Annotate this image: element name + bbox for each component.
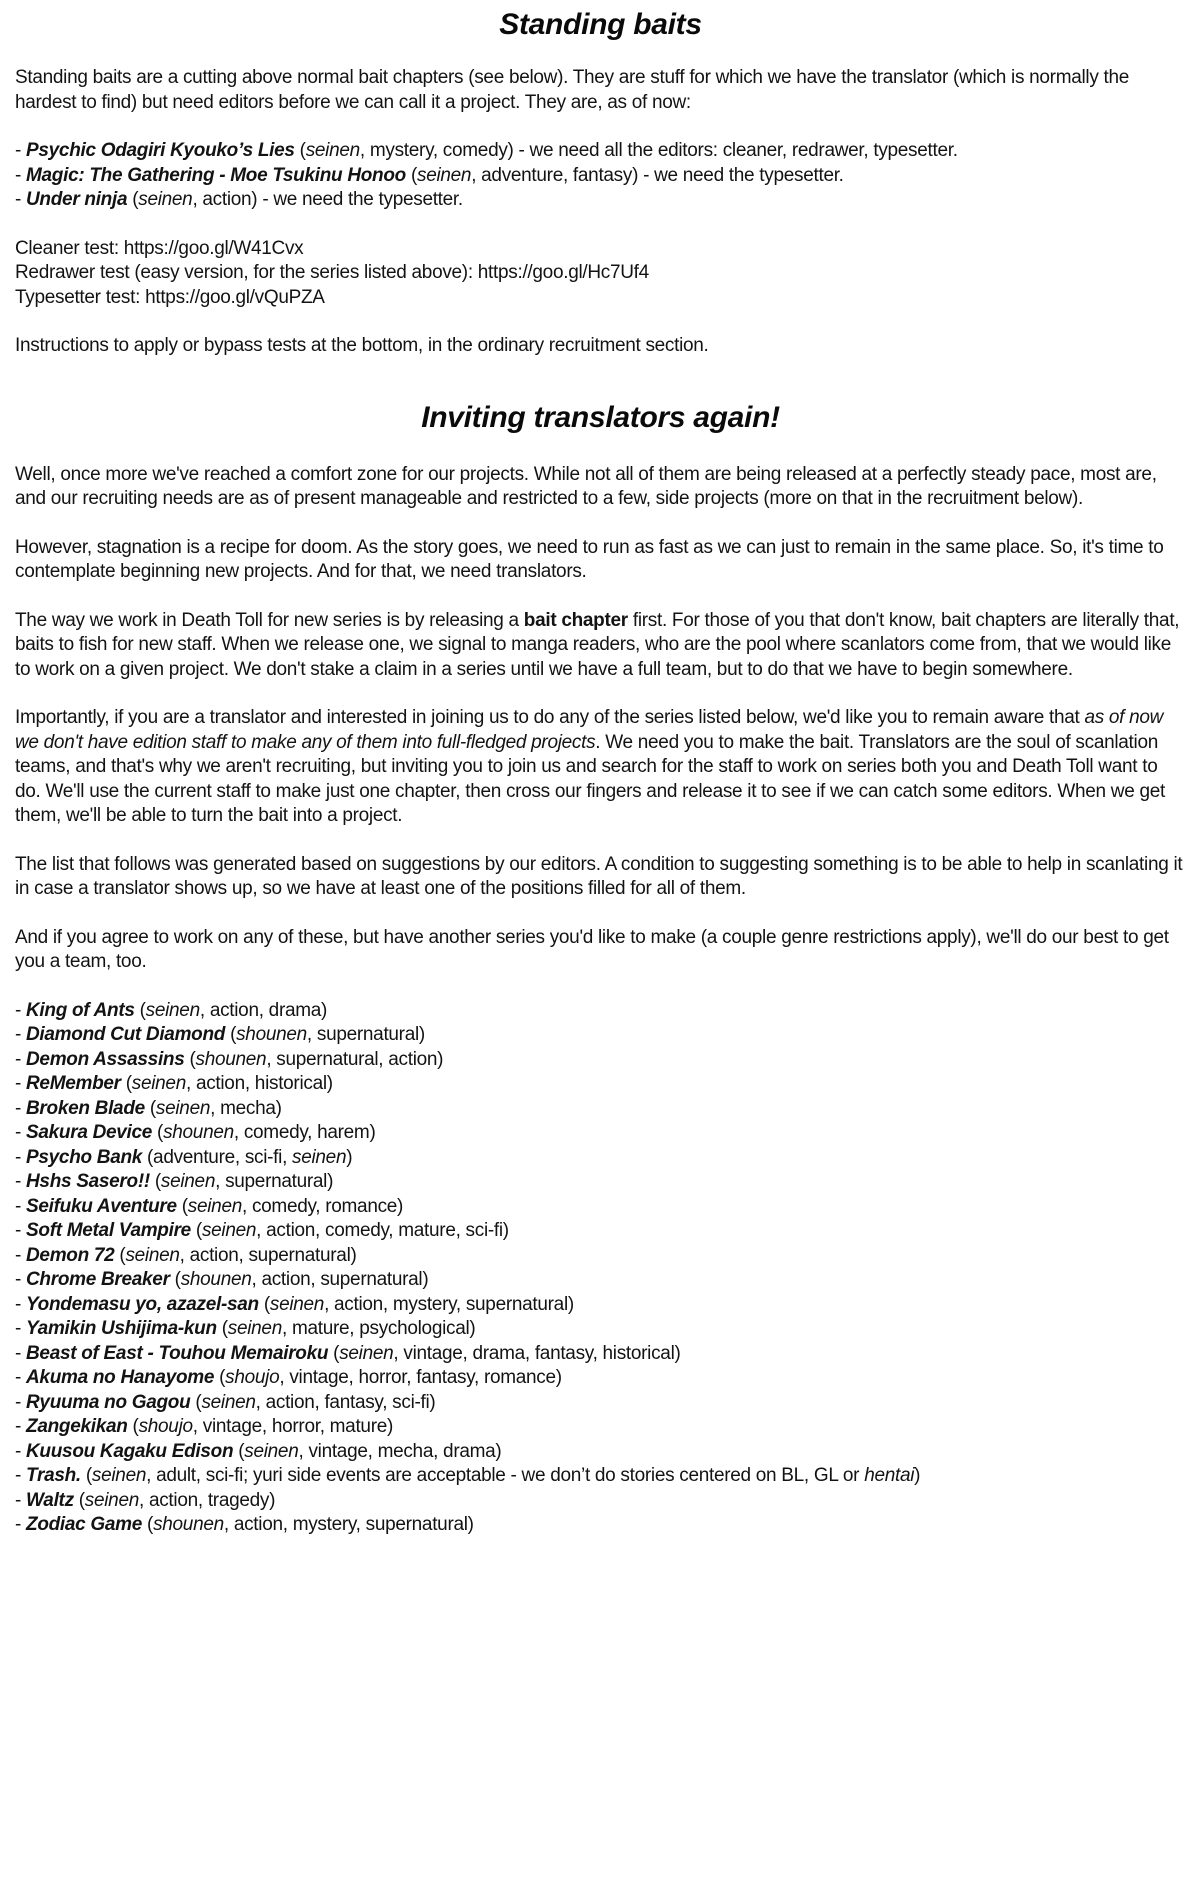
- emphasized-text: Beast of East - Touhou Memairoku: [26, 1342, 329, 1364]
- series-item: [15, 1415, 1186, 1440]
- text-run: -: [15, 1146, 27, 1168]
- emphasized-text: seinen: [227, 1318, 282, 1339]
- text-run: , adult, sci-fi; yuri side events are acceptable - we don’t do stories centered on BL, GL or: [146, 1465, 865, 1486]
- standing-bait-item: [15, 164, 1186, 189]
- suggestions-paragraph: [15, 853, 1186, 902]
- emphasized-text: Akuma no Hanayome: [26, 1367, 215, 1388]
- text-run: However, stagnation is a recipe for doom. As the story goes, we need to run as fast as we can just to remain in the same place. So, it's time to contemplate beginning new projects. And for that, we need translators.: [15, 536, 1164, 582]
- emphasized-text: seinen: [125, 1244, 180, 1266]
- emphasized-text: Waltz: [26, 1489, 74, 1511]
- emphasized-text: shounen: [236, 1024, 307, 1045]
- text-run: , action) - we need the typesetter.: [192, 189, 463, 210]
- emphasized-text: Zodiac Game: [26, 1514, 143, 1535]
- series-item: [15, 1268, 1186, 1293]
- text-run: (: [190, 1220, 202, 1241]
- series-item: [15, 1366, 1186, 1391]
- text-run: (: [225, 1024, 237, 1045]
- bait-chapter-paragraph: [15, 609, 1186, 683]
- text-run: -: [15, 1097, 27, 1119]
- emphasized-text: seinen: [339, 1342, 394, 1364]
- text-run: (: [134, 999, 146, 1021]
- text-run: , vintage, horror, fantasy, romance): [279, 1367, 562, 1388]
- series-item: [15, 1097, 1186, 1122]
- emphasized-text: shounen: [180, 1269, 252, 1290]
- emphasized-text: seinen: [201, 1220, 257, 1241]
- emphasized-text: Soft Metal Vampire: [26, 1220, 191, 1241]
- emphasized-text: shoujo: [138, 1416, 193, 1437]
- emphasized-text: seinen: [187, 1195, 242, 1217]
- emphasized-text: Demon 72: [26, 1244, 115, 1266]
- series-item: [15, 1317, 1186, 1342]
- series-item: [15, 1219, 1186, 1244]
- text-run: (: [80, 1465, 92, 1486]
- text-run: (: [152, 1122, 164, 1143]
- text-run: (adventure, sci-fi,: [142, 1146, 293, 1168]
- emphasized-text: seinen: [138, 189, 193, 210]
- importantly-paragraph: [15, 706, 1186, 829]
- text-run: The way we work in Death Toll for new series is by releasing a: [15, 609, 524, 631]
- series-item: [15, 1391, 1186, 1416]
- test-link-line: [15, 261, 1186, 286]
- text-run: Importantly, if you are a translator and interested in joining us to do any of the series listed below, we'd like you to remain aware that: [15, 707, 1085, 728]
- emphasized-text: Yamikin Ushijima-kun: [26, 1318, 217, 1339]
- text-run: -: [15, 1122, 27, 1143]
- emphasized-text: seinen: [201, 1391, 256, 1413]
- emphasized-text: Standing baits: [499, 8, 702, 41]
- text-run: (: [127, 189, 139, 210]
- text-run: -: [15, 1171, 27, 1192]
- text-run: , mecha): [210, 1097, 282, 1119]
- text-run: , action, historical): [185, 1073, 333, 1094]
- series-item: [15, 1072, 1186, 1097]
- standing-baits-list: [15, 139, 1186, 213]
- emphasized-text: seinen: [155, 1097, 211, 1119]
- emphasized-text: seinen: [244, 1440, 299, 1462]
- emphasized-text: seinen: [145, 999, 200, 1021]
- text-run: , action, mystery, supernatural): [324, 1293, 574, 1315]
- text-run: -: [15, 189, 27, 210]
- series-item: [15, 1342, 1186, 1367]
- text-run: , mature, psychological): [281, 1318, 476, 1339]
- text-run: ): [914, 1465, 921, 1486]
- text-run: The list that follows was generated based on suggestions by our editors. A condition to suggesting something is to be able to help in scanlating it in case a translator shows up, so we have at least one of the positions filled for all of them.: [15, 853, 1183, 899]
- text-run: (: [258, 1293, 270, 1315]
- emphasized-text: seinen: [292, 1146, 347, 1168]
- emphasized-text: seinen: [84, 1489, 139, 1511]
- text-run: (: [142, 1514, 154, 1535]
- text-run: , action, supernatural): [179, 1244, 357, 1266]
- standing-baits-intro: [15, 66, 1186, 115]
- text-run: , action, supernatural): [251, 1269, 429, 1290]
- emphasized-text: seinen: [160, 1171, 216, 1192]
- emphasized-text: shounen: [153, 1514, 224, 1535]
- emphasized-text: Magic: The Gathering - Moe Tsukinu Honoo: [26, 164, 406, 186]
- emphasized-text: hentai: [864, 1465, 915, 1486]
- text-run: -: [15, 1195, 27, 1217]
- text-run: (: [214, 1367, 226, 1388]
- series-item: [15, 1048, 1186, 1073]
- text-run: , supernatural, action): [266, 1048, 444, 1070]
- emphasized-text: King of Ants: [26, 999, 135, 1021]
- emphasized-text: Zangekikan: [26, 1416, 128, 1437]
- text-run: -: [15, 1367, 27, 1388]
- series-item: [15, 1244, 1186, 1269]
- text-run: first. For those of you that don't know, bait chapters are literally that, baits to fish for new staff. When we release one, we signal to manga readers, who are the pool where scanlators come from, that we would like to work on a given project. We don't stake a claim in a series until we have a full team, but to do that we have to begin somewhere.: [15, 609, 1180, 680]
- comfort-zone-paragraph: [15, 463, 1186, 512]
- text-run: (: [190, 1391, 202, 1413]
- text-run: (: [149, 1171, 161, 1192]
- text-run: -: [15, 1416, 27, 1437]
- emphasized-text: Diamond Cut Diamond: [26, 1024, 226, 1045]
- emphasized-text: Psychic Odagiri Kyouko’s Lies: [26, 140, 295, 161]
- emphasized-text: Inviting translators again!: [421, 400, 780, 434]
- series-item: [15, 1293, 1186, 1318]
- text-run: -: [15, 140, 27, 161]
- text-run: , action, mystery, supernatural): [223, 1514, 474, 1535]
- series-item: [15, 1170, 1186, 1195]
- emphasized-text: seinen: [417, 164, 472, 186]
- text-run: (: [184, 1048, 196, 1070]
- text-run: (: [127, 1416, 139, 1437]
- text-run: , action, tragedy): [139, 1489, 276, 1511]
- text-run: (: [405, 164, 417, 186]
- text-run: Redrawer test (easy version, for the series listed above): https://goo.gl/Hc7Uf4: [15, 262, 649, 283]
- emphasized-text: Ryuuma no Gagou: [26, 1391, 191, 1413]
- emphasized-text: shoujo: [225, 1367, 280, 1388]
- text-run: (: [120, 1073, 132, 1094]
- text-run: -: [15, 1342, 27, 1364]
- inviting-translators-title: [15, 399, 1186, 437]
- text-run: , adventure, fantasy) - we need the typesetter.: [471, 164, 844, 186]
- emphasized-text: Sakura Device: [26, 1122, 153, 1143]
- text-run: , supernatural): [215, 1171, 334, 1192]
- series-item: [15, 1023, 1186, 1048]
- standing-bait-item: [15, 188, 1186, 213]
- emphasized-text: seinen: [91, 1465, 147, 1486]
- text-run: (: [176, 1195, 188, 1217]
- text-run: Instructions to apply or bypass tests at the bottom, in the ordinary recruitment section.: [15, 335, 709, 356]
- text-run: -: [15, 1489, 27, 1511]
- text-run: . We need you to make the bait. Translators are the soul of scanlation teams, and that's why we aren't recruiting, but inviting you to join us and search for the staff to work on series both you and Death Toll want to do. We'll use the current staff to make just one chapter, then cross our fingers and release it to see if we can catch some editors. When we get them, we'll be able to turn the bait into a project.: [15, 731, 1165, 826]
- text-run: (: [144, 1097, 156, 1119]
- text-run: (: [328, 1342, 340, 1364]
- text-run: , vintage, mecha, drama): [298, 1440, 502, 1462]
- text-run: Well, once more we've reached a comfort zone for our projects. While not all of them are being released at a perfectly steady pace, most are, and our recruiting needs are as of present manageable and restricted to a few, side projects (more on that in the recruitment below).: [15, 463, 1157, 509]
- text-run: -: [15, 1318, 27, 1339]
- text-run: , action, fantasy, sci-fi): [255, 1391, 436, 1413]
- text-run: Cleaner test: https://goo.gl/W41Cvx: [15, 237, 304, 259]
- text-run: Typesetter test: https://goo.gl/vQuPZA: [15, 286, 325, 308]
- text-run: , mystery, comedy) - we need all the editors: cleaner, redrawer, typesetter.: [359, 140, 958, 161]
- text-run: -: [15, 1048, 27, 1070]
- emphasized-text: Kuusou Kagaku Edison: [26, 1440, 234, 1462]
- text-run: -: [15, 1440, 27, 1462]
- test-link-line: [15, 286, 1186, 311]
- emphasized-text: Yondemasu yo, azazel-san: [26, 1293, 259, 1315]
- standing-bait-item: [15, 139, 1186, 164]
- series-item: [15, 1146, 1186, 1171]
- series-item: [15, 999, 1186, 1024]
- text-run: -: [15, 1514, 27, 1535]
- text-run: , comedy, harem): [233, 1122, 376, 1143]
- series-item: [15, 1121, 1186, 1146]
- text-run: (: [73, 1489, 85, 1511]
- text-run: ): [346, 1146, 353, 1168]
- other-series-paragraph: [15, 926, 1186, 975]
- series-item: [15, 1440, 1186, 1465]
- emphasized-text: Trash.: [26, 1465, 81, 1486]
- text-run: -: [15, 1465, 27, 1486]
- standing-baits-title: [15, 6, 1186, 44]
- text-run: -: [15, 1073, 27, 1094]
- instructions-note: [15, 334, 1186, 359]
- text-run: And if you agree to work on any of these, but have another series you'd like to make (a couple genre restrictions apply), we'll do our best to get you a team, too.: [15, 926, 1169, 972]
- emphasized-text: shounen: [163, 1122, 234, 1143]
- text-run: -: [15, 1269, 27, 1290]
- series-item: [15, 1464, 1186, 1489]
- text-run: -: [15, 1244, 27, 1266]
- text-run: -: [15, 999, 27, 1021]
- emphasized-text: bait chapter: [523, 609, 628, 631]
- emphasized-text: Broken Blade: [26, 1097, 145, 1119]
- text-run: , action, drama): [199, 999, 328, 1021]
- text-run: -: [15, 1293, 27, 1315]
- test-links-list: [15, 237, 1186, 311]
- text-run: (: [114, 1244, 126, 1266]
- emphasized-text: Under ninja: [26, 189, 128, 210]
- emphasized-text: seinen: [305, 140, 360, 161]
- emphasized-text: Chrome Breaker: [26, 1269, 170, 1290]
- text-run: -: [15, 1024, 27, 1045]
- text-run: (: [169, 1269, 181, 1290]
- emphasized-text: Seifuku Aventure: [26, 1195, 177, 1217]
- text-run: , supernatural): [306, 1024, 425, 1045]
- emphasized-text: ReMember: [26, 1073, 121, 1094]
- text-run: -: [15, 1220, 27, 1241]
- emphasized-text: seinen: [131, 1073, 186, 1094]
- test-link-line: [15, 237, 1186, 262]
- text-run: Standing baits are a cutting above normal bait chapters (see below). They are stuff for which we have the translator (which is normally the hardest to find) but need editors before we can call it a project. They are, as of now:: [15, 67, 1130, 113]
- text-run: , vintage, drama, fantasy, historical): [393, 1342, 681, 1364]
- text-run: , vintage, horror, mature): [192, 1416, 394, 1437]
- emphasized-text: shounen: [195, 1048, 267, 1070]
- text-run: (: [233, 1440, 245, 1462]
- emphasized-text: as of now we don't have edition staff to make any of them into full-fledged projects: [15, 707, 1164, 753]
- text-run: (: [216, 1318, 228, 1339]
- emphasized-text: Hshs Sasero!!: [26, 1171, 150, 1192]
- emphasized-text: seinen: [269, 1293, 325, 1315]
- text-run: , comedy, romance): [242, 1195, 404, 1217]
- emphasized-text: Psycho Bank: [26, 1146, 143, 1168]
- text-run: -: [15, 164, 27, 186]
- text-run: , action, comedy, mature, sci-fi): [256, 1220, 509, 1241]
- emphasized-text: Demon Assassins: [26, 1048, 185, 1070]
- stagnation-paragraph: [15, 536, 1186, 585]
- series-item: [15, 1195, 1186, 1220]
- text-run: (: [294, 140, 306, 161]
- text-run: -: [15, 1391, 27, 1413]
- suggested-series-list: [15, 999, 1186, 1538]
- series-item: [15, 1489, 1186, 1514]
- series-item: [15, 1513, 1186, 1538]
